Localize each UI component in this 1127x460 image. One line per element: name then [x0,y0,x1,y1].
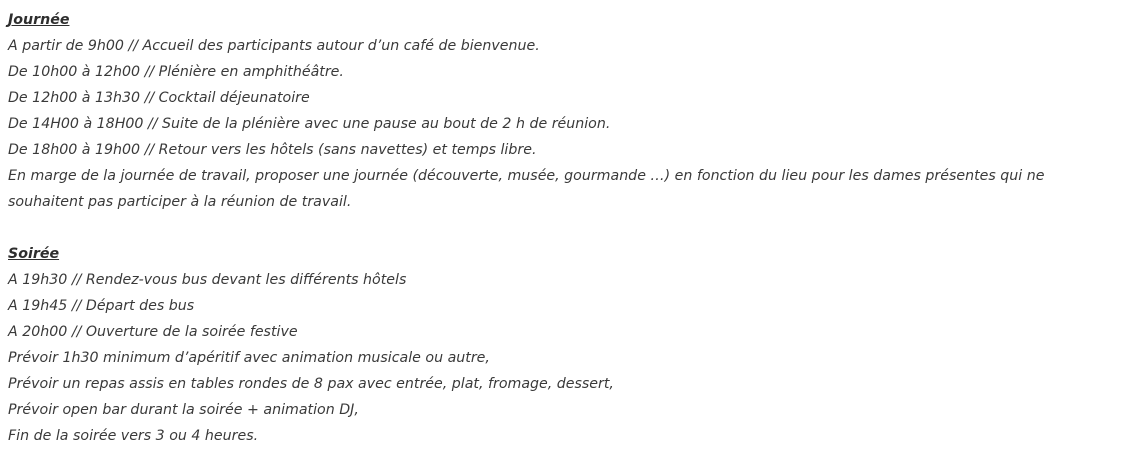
schedule-line: Fin de la soirée vers 3 ou 4 heures. [8,428,259,444]
schedule-line: De 12h00 à 13h30 // Cocktail déjeunatoire [8,90,310,106]
section-journee [8,7,1108,215]
schedule-line: En marge de la journée de travail, proposer une journée (découverte, musée, gourmande …) en fonction du lieu pour les dames présentes qui ne [8,168,1045,184]
schedule-line: A 20h00 // Ouverture de la soirée festive [8,324,298,340]
schedule-line: A partir de 9h00 // Accueil des participants autour d’un café de bienvenue. [8,38,540,54]
schedule-line: souhaitent pas participer à la réunion de travail. [8,194,352,210]
schedule-line: Prévoir 1h30 minimum d’apéritif avec animation musicale ou autre, [8,350,490,366]
schedule-line: De 14H00 à 18H00 // Suite de la plénière avec une pause au bout de 2 h de réunion. [8,116,611,132]
schedule-line: De 18h00 à 19h00 // Retour vers les hôtels (sans navettes) et temps libre. [8,142,537,158]
section-soiree [8,241,1108,449]
document-body [8,7,1108,449]
schedule-line: Prévoir un repas assis en tables rondes de 8 pax avec entrée, plat, fromage, dessert, [8,376,614,392]
schedule-line: A 19h30 // Rendez-vous bus devant les différents hôtels [8,272,407,288]
section-heading-soiree: Soirée [8,246,60,262]
schedule-line: De 10h00 à 12h00 // Plénière en amphithéâtre. [8,64,344,80]
schedule-line: Prévoir open bar durant la soirée + animation DJ, [8,402,359,418]
section-heading-journee: Journée [8,12,70,28]
schedule-line: A 19h45 // Départ des bus [8,298,195,314]
